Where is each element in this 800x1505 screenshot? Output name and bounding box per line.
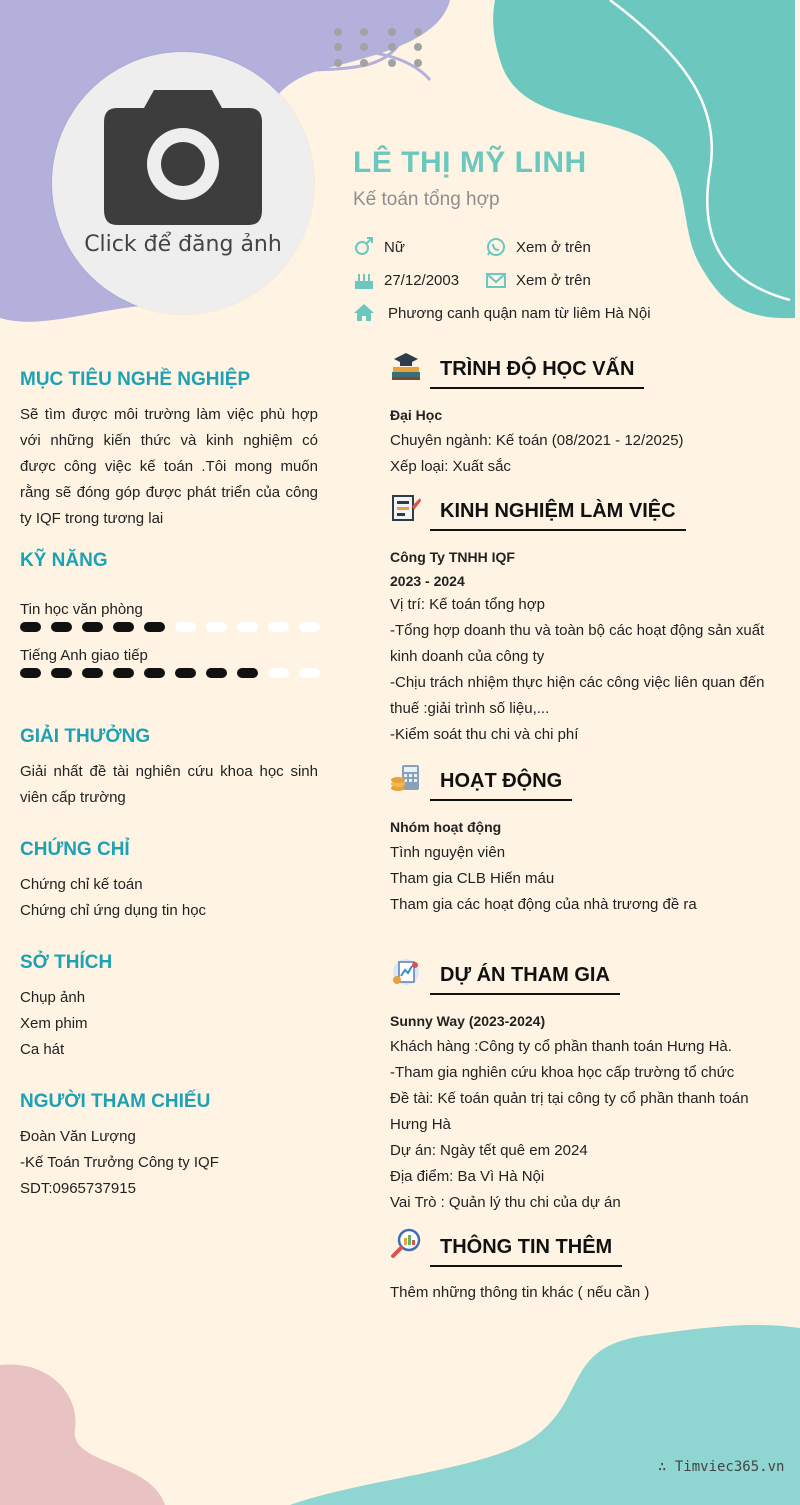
candidate-role: Kế toán tổng hợp bbox=[353, 189, 500, 210]
skill-dot-filled bbox=[82, 622, 103, 632]
hobbies-list bbox=[20, 985, 318, 1063]
skill-dot-filled bbox=[20, 622, 41, 632]
awards-text: Giải nhất đề tài nghiên cứu khoa học sinh viên cấp trường bbox=[20, 763, 318, 806]
activities-heading: HOẠT ĐỘNG bbox=[430, 770, 572, 801]
hobby-item: Ca hát bbox=[20, 1041, 65, 1058]
project-icon bbox=[390, 956, 422, 988]
certificates-list bbox=[20, 872, 318, 924]
skill-dot-empty bbox=[299, 668, 320, 678]
skills-heading: KỸ NĂNG bbox=[20, 550, 108, 571]
skill-dot-filled bbox=[51, 622, 72, 632]
skill-dot-filled bbox=[144, 622, 165, 632]
project-line: -Tham gia nghiên cứu khoa học cấp trường tổ chức bbox=[390, 1064, 735, 1081]
experience-line: -Tổng hợp doanh thu và toàn bộ các hoạt động sản xuất kinh doanh của công ty bbox=[390, 622, 765, 665]
certificates-heading: CHỨNG CHỈ bbox=[20, 839, 130, 860]
email-value: Xem ở trên bbox=[516, 272, 591, 289]
education-heading: TRÌNH ĐỘ HỌC VẤN bbox=[430, 358, 644, 389]
skill-dot-filled bbox=[175, 668, 196, 678]
skill-dot-filled bbox=[206, 668, 227, 678]
gender-icon bbox=[353, 236, 375, 258]
avatar-caption: Click để đăng ảnh bbox=[84, 232, 282, 257]
education-line: Xếp loại: Xuất sắc bbox=[390, 458, 511, 475]
project-line: Dự án: Ngày tết quê em 2024 bbox=[390, 1142, 588, 1159]
skill-dot-empty bbox=[268, 668, 289, 678]
hobby-item: Xem phim bbox=[20, 1015, 88, 1032]
skill-dot-empty bbox=[268, 622, 289, 632]
experience-company: Công Ty TNHH IQF bbox=[390, 549, 515, 565]
avatar-upload[interactable] bbox=[52, 52, 314, 314]
awards-heading: GIẢI THƯỞNG bbox=[20, 726, 151, 747]
skill-dot-filled bbox=[237, 668, 258, 678]
skill-name-office: Tin học văn phòng bbox=[20, 601, 143, 618]
birthday-value: 27/12/2003 bbox=[384, 272, 460, 289]
experience-line: -Kiểm soát thu chi và chi phí bbox=[390, 726, 579, 743]
activities-group: Nhóm hoạt động bbox=[390, 819, 502, 835]
address-value: Phương canh quận nam từ liêm Hà Nội bbox=[388, 305, 651, 322]
references-list bbox=[20, 1124, 318, 1202]
hobby-item: Chụp ảnh bbox=[20, 989, 86, 1006]
candidate-name: LÊ THỊ MỸ LINH bbox=[353, 146, 587, 179]
education-body bbox=[390, 402, 770, 480]
skill-rating-english bbox=[20, 667, 320, 679]
phone-icon bbox=[485, 236, 507, 258]
skill-dot-filled bbox=[51, 668, 72, 678]
project-line: Vai Trò : Quản lý thu chi của dự án bbox=[390, 1194, 621, 1211]
activity-item: Tham gia CLB Hiến máu bbox=[390, 870, 555, 887]
skill-dot-empty bbox=[175, 622, 196, 632]
skill-rating-office bbox=[20, 621, 320, 633]
experience-period: 2023 - 2024 bbox=[390, 573, 465, 589]
skill-name-english: Tiếng Anh giao tiếp bbox=[20, 647, 148, 664]
reference-line: SDT:0965737915 bbox=[20, 1180, 136, 1197]
graduation-books-icon bbox=[390, 350, 422, 382]
calculator-coins-icon bbox=[390, 762, 422, 794]
projects-heading: DỰ ÁN THAM GIA bbox=[430, 964, 620, 995]
skill-dot-filled bbox=[113, 668, 134, 678]
cake-icon bbox=[353, 269, 375, 291]
hobbies-heading: SỞ THÍCH bbox=[20, 952, 113, 973]
brand-watermark: ∴ Timviec365.vn bbox=[658, 1459, 785, 1475]
skill-dot-filled bbox=[82, 668, 103, 678]
project-line: Đề tài: Kế toán quản trị tại công ty cổ phần thanh toán Hưng Hà bbox=[390, 1090, 749, 1133]
experience-line: -Chịu trách nhiệm thực hiện các công việc liên quan đến thuế :giải trình số liệu,... bbox=[390, 674, 765, 717]
phone-value: Xem ở trên bbox=[516, 239, 591, 256]
certificate-item: Chứng chỉ kế toán bbox=[20, 876, 143, 893]
activities-body bbox=[390, 814, 770, 918]
skill-dot-empty bbox=[206, 622, 227, 632]
experience-line: Vị trí: Kế toán tổng hợp bbox=[390, 596, 545, 613]
experience-body bbox=[390, 544, 770, 748]
skill-dot-empty bbox=[237, 622, 258, 632]
objective-text: Sẽ tìm được môi trường làm việc phù hợp với những kiến thức và kinh nghiệm có được công việc kế toán .Tôi mong muốn rằng sẽ đóng góp được phát triển của công ty IQF trong tương lai bbox=[20, 406, 318, 527]
gender-value: Nữ bbox=[384, 239, 405, 256]
more-info-heading: THÔNG TIN THÊM bbox=[430, 1236, 622, 1267]
activity-item: Tham gia các hoạt động của nhà trương đề ra bbox=[390, 896, 697, 913]
references-heading: NGƯỜI THAM CHIẾU bbox=[20, 1091, 211, 1112]
mail-icon bbox=[485, 269, 507, 291]
certificate-item: Chứng chỉ ứng dụng tin học bbox=[20, 902, 207, 919]
project-line: Khách hàng :Công ty cổ phần thanh toán Hưng Hà. bbox=[390, 1038, 732, 1055]
skill-dot-filled bbox=[113, 622, 134, 632]
more-info-text: Thêm những thông tin khác ( nếu cần ) bbox=[390, 1284, 650, 1301]
project-name: Sunny Way (2023-2024) bbox=[390, 1013, 546, 1029]
experience-heading: KINH NGHIỆM LÀM VIỆC bbox=[430, 500, 686, 531]
projects-body bbox=[390, 1008, 770, 1216]
project-line: Địa điểm: Ba Vì Hà Nội bbox=[390, 1168, 545, 1185]
camera-icon bbox=[104, 90, 262, 225]
work-tools-icon bbox=[390, 492, 422, 524]
education-school: Đại Học bbox=[390, 407, 443, 423]
reference-line: Đoàn Văn Lượng bbox=[20, 1128, 136, 1145]
objective-heading: MỤC TIÊU NGHỀ NGHIỆP bbox=[20, 369, 251, 390]
skill-dot-filled bbox=[144, 668, 165, 678]
skill-dot-filled bbox=[20, 668, 41, 678]
reference-line: -Kế Toán Trưởng Công ty IQF bbox=[20, 1154, 219, 1171]
home-icon bbox=[353, 302, 375, 324]
skill-dot-empty bbox=[299, 622, 320, 632]
education-line: Chuyên ngành: Kế toán (08/2021 - 12/2025) bbox=[390, 432, 684, 449]
activity-item: Tình nguyện viên bbox=[390, 844, 506, 861]
analytics-magnifier-icon bbox=[390, 1228, 422, 1260]
